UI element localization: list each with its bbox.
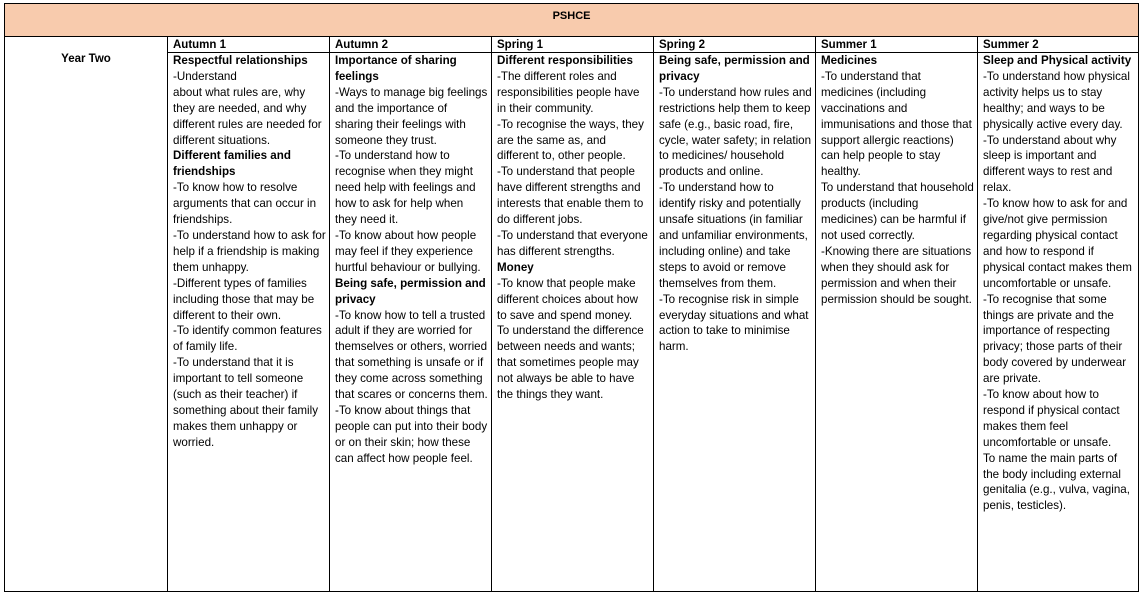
objective-text: -To know that people make different choices about how to save and spend money. [497, 276, 638, 322]
topic-heading: Respectful relationships [173, 54, 308, 67]
objective-text: -To understand how to recognise when they might need help with feelings and how to ask for help when they need it. [335, 149, 476, 227]
objective-text: -To recognise that some things are private and the importance of respecting privacy; those parts of their body covered by underwear are private. [983, 292, 1127, 386]
objective-text: -To know about how to respond if physical contact makes them feel uncomfortable or unsafe. [983, 388, 1120, 449]
objective-text: -To understand how to ask for help if a friendship is making them unhappy. [173, 228, 326, 274]
content-row [5, 53, 1139, 592]
topic-heading: Medicines [821, 54, 878, 67]
objective-text: -To understand that medicines (including vaccinations and immunisations and those that support allergic reactions) can help people to stay healthy. [821, 69, 972, 179]
objective-text: -To know about things that people can put into their body or on their skin; how these can affect how people feel. [335, 403, 488, 465]
objective-text: -To understand how physical activity helps us to stay healthy; and ways to be physically active every day. [983, 69, 1130, 131]
topic-heading: Sleep and Physical activity [983, 54, 1132, 67]
topic-heading: Being safe, permission and privacy [335, 276, 486, 306]
term-header-spring-2: Spring 2 [654, 37, 816, 53]
topic-heading: Being safe, permission and privacy [659, 54, 810, 83]
objective-text: -To recognise the ways, they are the same as, and different to, other people. [497, 117, 644, 163]
objective-text: about what rules are, why they are needed, and why different rules are needed for different situations. [173, 85, 322, 147]
objective-text: -To understand that everyone has different strengths. [497, 228, 648, 258]
objective-text: -To understand how to identify risky and potentially unsafe situations (in familiar and unfamiliar environments, including online) and take steps to avoid or remove themselves from them. [659, 181, 808, 290]
title-cell [5, 4, 1139, 37]
year-cell [5, 37, 168, 592]
objective-text: -To understand that it is important to tell someone (such as their teacher) if something about their family makes them unhappy or worried. [173, 356, 318, 449]
term-header-spring-1: Spring 1 [492, 37, 654, 53]
term-content-spring-1 [492, 53, 654, 592]
pshce-curriculum-table [4, 3, 1139, 592]
objective-text: -To recognise risk in simple everyday situations and what action to take to minimise harm. [659, 292, 809, 354]
objective-text: -To understand how rules and restrictions help them to keep safe (e.g., basic road, fire, cycle, water safety; in relation to medicines/ household products and online. [659, 85, 812, 179]
objective-text: To understand the difference between needs and wants; that sometimes people may not always be able to have the things they want. [497, 324, 644, 402]
topic-heading: Different responsibilities [497, 54, 633, 67]
topic-heading: Different families and friendships [173, 149, 291, 179]
term-header-summer-1: Summer 1 [816, 37, 978, 53]
objective-text: -Different types of families including those that may be different to their own. [173, 276, 315, 322]
objective-text: -To understand that people have different strengths and interests that enable them to do different jobs. [497, 165, 644, 227]
term-content-spring-2 [654, 53, 816, 592]
title-row [5, 4, 1139, 37]
objective-text: -To understand about why sleep is important and different ways to rest and relax. [983, 133, 1117, 195]
objective-text: To understand that household products (including medicines) can be harmful if not used correctly. [821, 181, 974, 242]
term-content-autumn-1 [168, 53, 330, 592]
objective-text: -The different roles and responsibilities people have in their community. [497, 69, 640, 115]
objective-text: -To identify common features of family life. [173, 324, 322, 354]
objective-text: -To know how to resolve arguments that can occur in friendships. [173, 181, 317, 227]
objective-text: -Ways to manage big feelings and the importance of sharing their feelings with someone they trust. [335, 85, 488, 147]
term-header-autumn-1: Autumn 1 [168, 37, 330, 53]
topic-heading: Importance of sharing feelings [335, 54, 457, 83]
objective-text: -To know how to ask for and give/not give permission regarding physical contact and how to respond if physical contact makes them uncomfortable or unsafe. [983, 197, 1132, 290]
topic-heading: Money [497, 260, 534, 274]
table-title: PSHCE [552, 10, 591, 22]
term-header-autumn-2: Autumn 2 [330, 37, 492, 53]
term-content-summer-1 [816, 53, 978, 592]
year-label: Year Two [61, 53, 111, 65]
term-content-autumn-2 [330, 53, 492, 592]
objective-text: To name the main parts of the body including external genitalia (e.g., vulva, vagina, penis, testicles). [983, 451, 1130, 513]
objective-text: -To know how to tell a trusted adult if they are worried for themselves or others, worried that something is unsafe or if they come across something that scares or concerns them. [335, 308, 488, 402]
term-header-summer-2: Summer 2 [978, 37, 1139, 53]
term-content-summer-2 [978, 53, 1139, 592]
term-header-row [5, 37, 1139, 53]
objective-text: -Understand [173, 69, 237, 83]
objective-text: -To know about how people may feel if they experience hurtful behaviour or bullying. [335, 228, 481, 274]
objective-text: -Knowing there are situations when they should ask for permission and when their permission should be sought. [821, 244, 972, 306]
